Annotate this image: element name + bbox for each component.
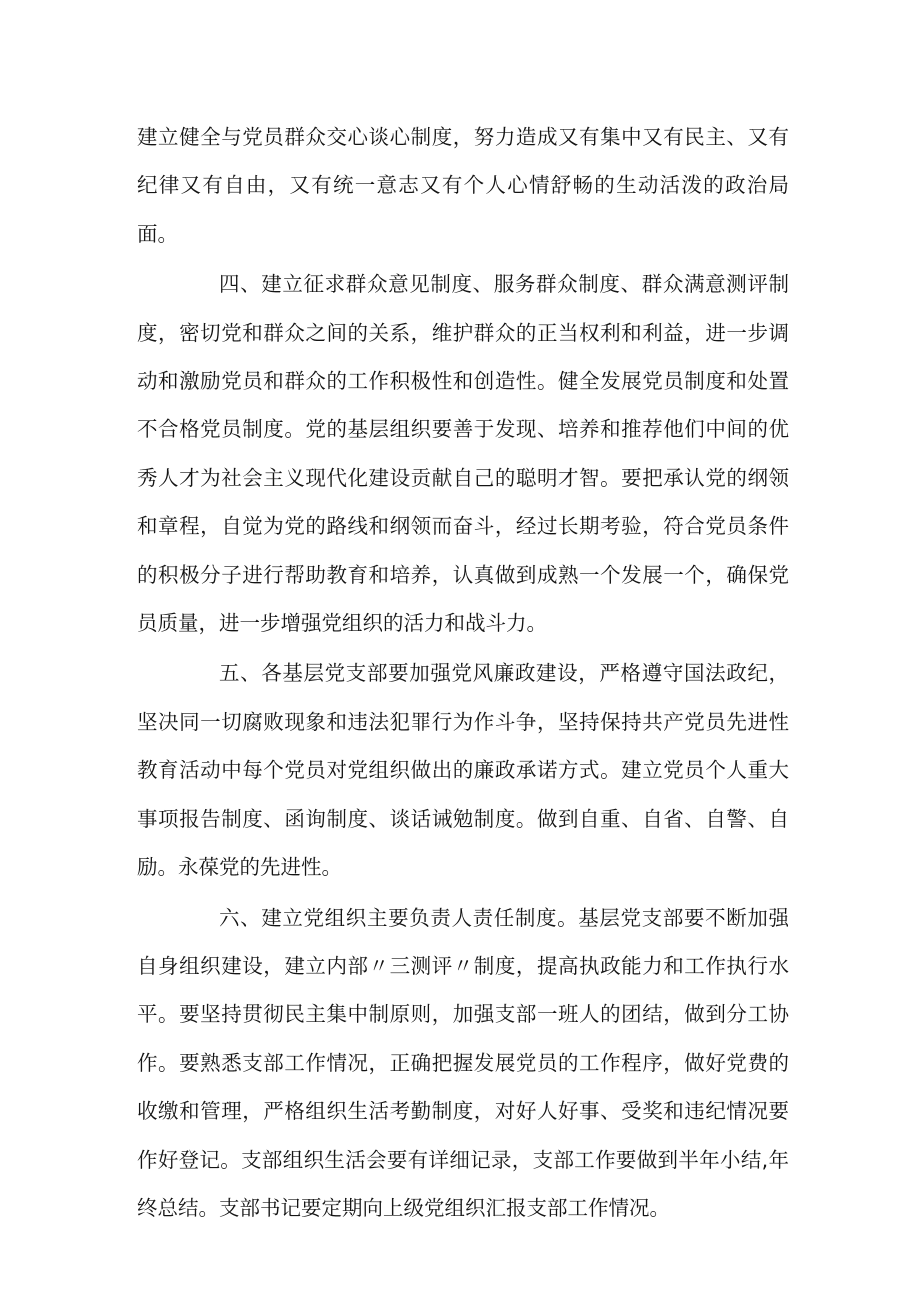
paragraph-section-five: 五、各基层党支部要加强党风廉政建设，严格遵守国法政纪，坚决同一切腐败现象和违法犯罪行为作斗争，坚持保持共产党员先进性教育活动中每个党员对党组织做出的廉政承诺方式。建立党员个人重大事项报告制度、函询制度、谈话诫勉制度。做到自重、自省、自警、自励。永葆党的先进性。 [137, 661, 789, 880]
paragraph-section-four: 四、建立征求群众意见制度、服务群众制度、群众满意测评制度，密切党和群众之间的关系，维护群众的正当权利和利益，进一步调动和激励党员和群众的工作积极性和创造性。健全发展党员制度和处置不合格党员制度。党的基层组织要善于发现、培养和推荐他们中间的优秀人才为社会主义现代化建设贡献自己的聪明才智。要把承认党的纲领和章程，自觉为党的路线和纲领而奋斗，经过长期考验，符合党员条件的积极分子进行帮助教育和培养，认真做到成熟一个发展一个，确保党员质量，进一步增强党组织的活力和战斗力。 [137, 272, 789, 636]
document-body [137, 113, 789, 1232]
paragraph-section-six: 六、建立党组织主要负责人责任制度。基层党支部要不断加强自身组织建设，建立内部〃三测评〃制度，提高执政能力和工作执行水平。要坚持贯彻民主集中制原则，加强支部一班人的团结，做到分工协作。要熟悉支部工作情况，正确把握发展党员的工作程序，做好党费的收缴和管理，严格组织生活考勤制度，对好人好事、受奖和违纪情况要作好登记。支部组织生活会要有详细记录，支部工作要做到半年小结,年终总结。支部书记要定期向上级党组织汇报支部工作情况。 [137, 905, 789, 1220]
paragraph-continuation: 建立健全与党员群众交心谈心制度，努力造成又有集中又有民主、又有纪律又有自由，又有统一意志又有个人心情舒畅的生动活泼的政治局面。 [137, 125, 789, 246]
